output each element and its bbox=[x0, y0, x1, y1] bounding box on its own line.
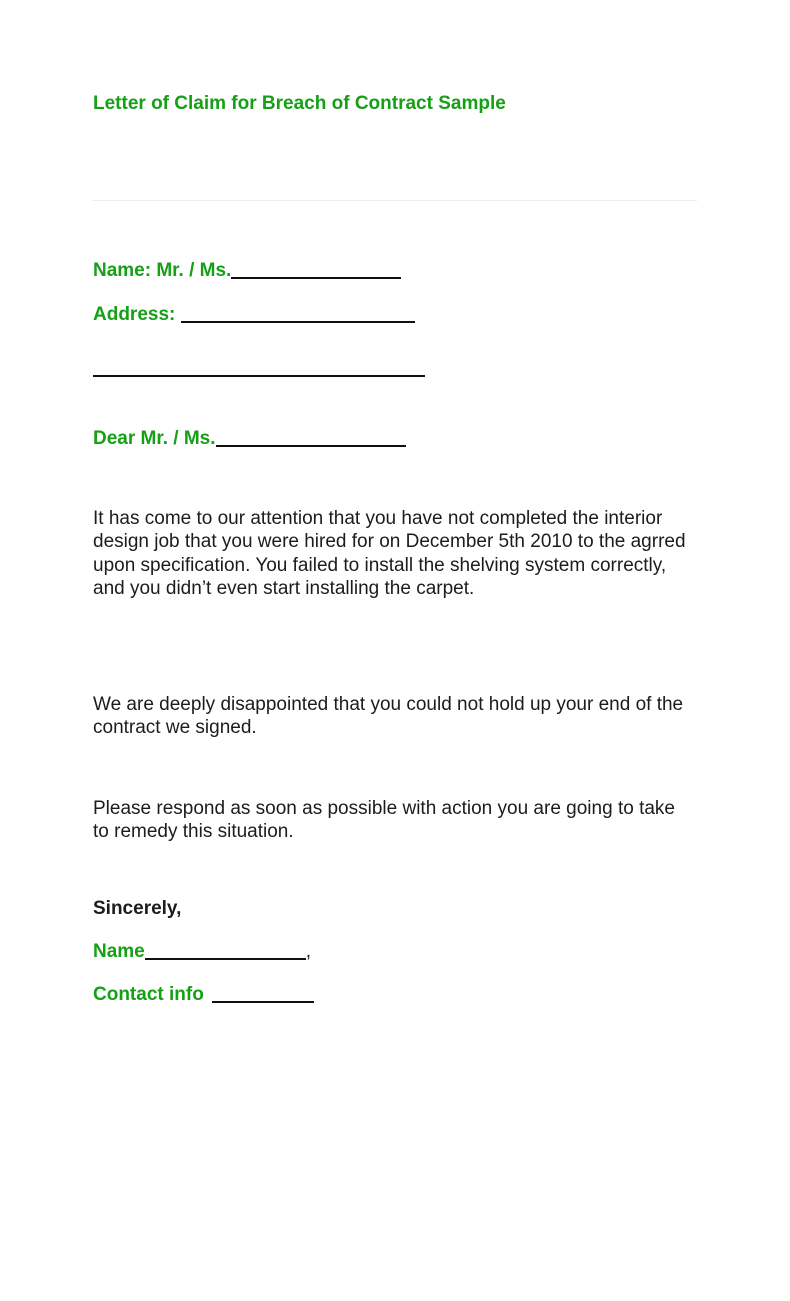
recipient-address-row bbox=[93, 303, 697, 327]
closing-text: Sincerely, bbox=[93, 897, 182, 919]
recipient-address-label: Address: bbox=[93, 304, 176, 326]
section-divider bbox=[93, 200, 697, 201]
body-paragraph-2: We are deeply disappointed that you could not hold up your end of the contract we signed. bbox=[93, 693, 684, 739]
recipient-address-blank bbox=[181, 307, 415, 323]
contact-info-blank bbox=[212, 987, 314, 1003]
salutation-row bbox=[93, 427, 697, 451]
recipient-name-label: Name: Mr. / Ms. bbox=[93, 259, 232, 281]
document-title: Letter of Claim for Breach of Contract Sample bbox=[93, 93, 506, 114]
recipient-address-row-2 bbox=[93, 357, 697, 381]
contact-info-label: Contact info bbox=[93, 984, 204, 1006]
salutation-blank bbox=[216, 431, 406, 447]
recipient-name-blank bbox=[231, 263, 401, 279]
recipient-name-row bbox=[93, 259, 697, 283]
signature-name-row bbox=[93, 940, 697, 964]
signature-name-blank bbox=[145, 944, 306, 960]
contact-info-row bbox=[93, 983, 697, 1007]
body-paragraph-1: It has come to our attention that you have not completed the interior design job that you were hired for on December 5th 2010 to the agrred upon specification. You failed to install the shelving system correctly, and you didn’t even start installing the carpet. bbox=[93, 507, 686, 600]
recipient-address-blank-2 bbox=[93, 361, 425, 377]
signature-name-label: Name bbox=[93, 940, 145, 962]
body-paragraph-3: Please respond as soon as possible with action you are going to take to remedy this situation. bbox=[93, 797, 675, 843]
signature-name-comma: , bbox=[305, 940, 312, 962]
salutation-label: Dear Mr. / Ms. bbox=[93, 428, 216, 450]
